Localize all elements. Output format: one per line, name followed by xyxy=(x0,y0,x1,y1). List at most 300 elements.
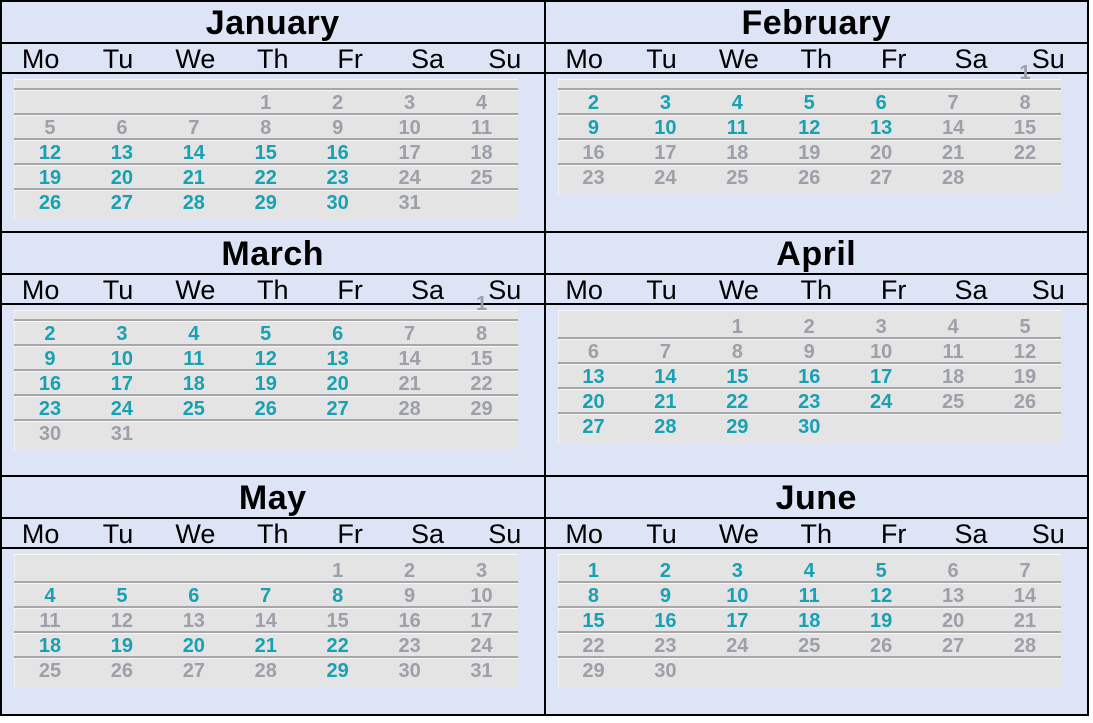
date-cell: 25 xyxy=(182,398,205,420)
week-row xyxy=(558,116,1062,140)
date-cell: 7 xyxy=(404,323,416,345)
empty-cell xyxy=(558,315,630,339)
empty-cell xyxy=(989,415,1061,439)
date-cell: 16 xyxy=(398,610,421,632)
date-cell: 8 xyxy=(332,585,344,607)
empty-cell xyxy=(701,659,773,683)
date-cell: 31 xyxy=(398,192,421,214)
weekday-label: Su xyxy=(1031,519,1065,549)
date-cell: 12 xyxy=(38,142,62,164)
empty-cell xyxy=(446,422,518,446)
date-cell: 30 xyxy=(326,192,349,214)
date-grid xyxy=(558,554,1062,687)
date-cell: 31 xyxy=(470,660,493,682)
week-row xyxy=(558,315,1062,339)
date-cell: 30 xyxy=(654,660,677,682)
date-cell: 27 xyxy=(582,416,605,438)
week-row xyxy=(14,609,518,633)
date-cell: 6 xyxy=(947,560,959,582)
date-cell: 25 xyxy=(726,167,749,189)
weekday-label: Fr xyxy=(880,44,907,74)
week-row xyxy=(558,91,1062,115)
weekday-header-row xyxy=(546,275,1088,305)
date-cell: 6 xyxy=(116,117,128,139)
date-cell: 10 xyxy=(726,585,749,607)
weekday-label: Su xyxy=(488,44,522,74)
date-cell: 9 xyxy=(44,348,56,370)
week-row xyxy=(14,141,518,165)
weekday-label: Tu xyxy=(646,519,677,549)
month-title: April xyxy=(546,233,1088,275)
date-cell: 25 xyxy=(798,635,821,657)
weekday-label: Su xyxy=(1031,44,1065,74)
date-grid xyxy=(558,62,1062,194)
date-cell: 3 xyxy=(116,323,128,345)
date-cell: 16 xyxy=(798,366,821,388)
clipped-week-strip xyxy=(14,79,518,90)
date-cell: 12 xyxy=(870,585,893,607)
week-row xyxy=(558,340,1062,364)
date-cell: 4 xyxy=(475,92,488,114)
date-cell: 30 xyxy=(38,423,62,445)
empty-cell xyxy=(773,659,845,683)
month-content xyxy=(546,305,1088,475)
date-cell: 19 xyxy=(110,635,133,657)
week-row xyxy=(558,166,1062,190)
date-cell: 20 xyxy=(182,635,205,657)
date-cell: 19 xyxy=(870,610,893,632)
empty-cell xyxy=(374,422,446,446)
weekday-label: Su xyxy=(488,275,522,305)
date-cell: 18 xyxy=(941,366,965,388)
weekday-label: Mo xyxy=(21,44,60,74)
weekday-label: Tu xyxy=(646,44,677,74)
date-cell: 17 xyxy=(726,610,749,632)
date-cell: 22 xyxy=(726,391,749,413)
date-cell: 11 xyxy=(942,341,964,363)
date-cell: 1 xyxy=(587,560,600,582)
date-cell: 5 xyxy=(1019,316,1031,338)
month-content xyxy=(2,293,544,475)
week-row xyxy=(558,559,1062,583)
empty-cell xyxy=(917,415,989,439)
date-cell: 12 xyxy=(798,117,821,139)
date-cell: 27 xyxy=(182,660,205,682)
date-cell: 17 xyxy=(654,142,677,164)
date-cell: 10 xyxy=(870,341,893,363)
empty-cell xyxy=(917,659,989,683)
date-cell: 28 xyxy=(254,660,277,682)
week-row xyxy=(558,415,1062,439)
empty-cell xyxy=(86,91,158,115)
weekday-label: Sa xyxy=(410,519,444,549)
empty-cell xyxy=(158,559,230,583)
weekday-label: Sa xyxy=(954,44,988,74)
date-cell: 18 xyxy=(182,373,205,395)
date-cell: 14 xyxy=(941,117,965,139)
date-cell: 12 xyxy=(1013,341,1037,363)
date-grid xyxy=(14,554,518,687)
date-cell: 13 xyxy=(582,366,605,388)
weekday-label: Mo xyxy=(565,275,603,305)
weekday-label: Sa xyxy=(954,275,988,305)
week-row xyxy=(14,116,518,140)
week-row xyxy=(558,141,1062,165)
date-cell: 28 xyxy=(941,167,965,189)
weekday-label: Sa xyxy=(410,44,444,74)
week-row xyxy=(14,91,518,115)
weekday-label: We xyxy=(718,275,759,305)
weekday-label: Tu xyxy=(102,44,134,74)
date-cell: 30 xyxy=(798,416,821,438)
date-cell: 3 xyxy=(875,316,887,338)
weekday-label: Th xyxy=(800,275,832,305)
weekday-label: Su xyxy=(488,519,522,549)
weekday-label: Fr xyxy=(880,519,907,549)
date-cell: 5 xyxy=(116,585,128,607)
date-cell: 20 xyxy=(326,373,349,395)
date-cell: 19 xyxy=(798,142,821,164)
date-cell: 20 xyxy=(941,610,965,632)
date-cell: 29 xyxy=(470,398,493,420)
date-cell: 25 xyxy=(470,167,493,189)
date-cell: 13 xyxy=(110,142,133,164)
empty-cell xyxy=(230,559,302,583)
date-grid xyxy=(558,310,1062,443)
date-cell: 17 xyxy=(398,142,421,164)
week-row xyxy=(14,166,518,190)
date-cell: 24 xyxy=(654,167,677,189)
date-cell: 3 xyxy=(404,92,416,114)
weekday-label: Fr xyxy=(337,519,363,549)
date-cell: 18 xyxy=(470,142,493,164)
week-row xyxy=(558,584,1062,608)
month-block-march xyxy=(2,233,546,475)
calendar-band xyxy=(2,477,1087,714)
date-cell: 2 xyxy=(332,92,344,114)
date-cell: 15 xyxy=(254,142,277,164)
weekday-label: We xyxy=(175,44,216,74)
date-cell: 20 xyxy=(110,167,133,189)
date-cell: 27 xyxy=(110,192,133,214)
date-cell: 6 xyxy=(188,585,200,607)
weekday-label: Mo xyxy=(21,519,60,549)
date-cell: 14 xyxy=(654,366,677,388)
month-content xyxy=(2,74,544,231)
date-cell: 17 xyxy=(470,610,493,632)
date-cell: 13 xyxy=(326,348,349,370)
clipped-date: 1 xyxy=(475,293,488,315)
date-cell: 29 xyxy=(254,192,277,214)
week-row xyxy=(14,634,518,658)
month-block-april xyxy=(546,233,1088,475)
date-cell: 19 xyxy=(254,373,277,395)
date-cell: 11 xyxy=(39,610,61,632)
empty-cell xyxy=(158,91,230,115)
date-cell: 10 xyxy=(398,117,421,139)
month-title: March xyxy=(2,233,544,275)
empty-cell xyxy=(989,166,1061,190)
date-cell: 4 xyxy=(44,585,56,607)
week-row xyxy=(558,659,1062,683)
week-row xyxy=(14,372,518,396)
date-cell: 3 xyxy=(475,560,488,582)
empty-cell xyxy=(629,315,701,339)
weekday-label: We xyxy=(175,275,216,305)
date-cell: 1 xyxy=(332,560,344,582)
calendar-band xyxy=(2,2,1087,233)
week-row xyxy=(558,609,1062,633)
date-cell: 18 xyxy=(726,142,749,164)
date-cell: 23 xyxy=(38,398,62,420)
date-cell: 8 xyxy=(1019,92,1031,114)
date-cell: 22 xyxy=(326,635,349,657)
weekday-label: Mo xyxy=(21,275,60,305)
date-cell: 27 xyxy=(326,398,349,420)
date-cell: 2 xyxy=(659,560,671,582)
date-cell: 13 xyxy=(182,610,205,632)
weekday-header-row xyxy=(2,44,544,74)
weekday-label: Fr xyxy=(337,44,363,74)
weekday-label: Su xyxy=(1031,275,1065,305)
weekday-label: We xyxy=(175,519,216,549)
weekday-label: Fr xyxy=(880,275,907,305)
date-cell: 14 xyxy=(254,610,277,632)
date-cell: 24 xyxy=(470,635,493,657)
weekday-label: Mo xyxy=(565,44,603,74)
date-cell: 22 xyxy=(582,635,605,657)
weekday-label: Tu xyxy=(102,275,134,305)
empty-cell xyxy=(230,422,302,446)
clipped-week-strip xyxy=(558,62,1062,90)
date-cell: 22 xyxy=(470,373,493,395)
date-cell: 28 xyxy=(1013,635,1037,657)
week-row xyxy=(14,559,518,583)
date-cell: 21 xyxy=(654,391,677,413)
month-block-june xyxy=(546,477,1088,714)
date-cell: 24 xyxy=(870,391,893,413)
date-cell: 10 xyxy=(470,585,493,607)
date-cell: 28 xyxy=(654,416,677,438)
date-cell: 2 xyxy=(803,316,815,338)
weekday-label: Th xyxy=(256,44,289,74)
date-cell: 12 xyxy=(110,610,133,632)
weekday-label: Sa xyxy=(410,275,444,305)
weekday-label: Th xyxy=(256,519,289,549)
date-cell: 24 xyxy=(110,398,133,420)
date-grid xyxy=(14,293,518,450)
date-cell: 18 xyxy=(798,610,821,632)
date-cell: 16 xyxy=(654,610,677,632)
date-cell: 30 xyxy=(398,660,421,682)
date-cell: 4 xyxy=(188,323,200,345)
week-row xyxy=(14,322,518,346)
date-cell: 2 xyxy=(44,323,56,345)
clipped-week-strip xyxy=(14,293,518,321)
date-cell: 21 xyxy=(941,142,965,164)
date-cell: 17 xyxy=(870,366,893,388)
month-block-january xyxy=(2,2,546,231)
date-cell: 29 xyxy=(582,660,605,682)
date-cell: 1 xyxy=(260,92,272,114)
date-cell: 21 xyxy=(254,635,277,657)
date-cell: 7 xyxy=(947,92,959,114)
date-grid xyxy=(14,79,518,219)
date-cell: 13 xyxy=(941,585,965,607)
date-cell: 6 xyxy=(875,92,887,114)
weekday-label: Fr xyxy=(337,275,363,305)
week-row xyxy=(558,365,1062,389)
date-cell: 20 xyxy=(582,391,605,413)
date-cell: 8 xyxy=(731,341,743,363)
date-cell: 23 xyxy=(798,391,821,413)
date-cell: 11 xyxy=(470,117,493,139)
week-row xyxy=(14,191,518,215)
date-cell: 23 xyxy=(326,167,349,189)
date-cell: 18 xyxy=(38,635,62,657)
date-cell: 11 xyxy=(183,348,205,370)
date-cell: 21 xyxy=(182,167,205,189)
empty-cell xyxy=(302,422,374,446)
date-cell: 26 xyxy=(1013,391,1037,413)
date-cell: 1 xyxy=(731,316,743,338)
date-cell: 22 xyxy=(254,167,277,189)
date-cell: 5 xyxy=(260,323,272,345)
week-row xyxy=(14,397,518,421)
empty-cell xyxy=(446,191,518,215)
date-cell: 15 xyxy=(326,610,349,632)
weekday-label: Sa xyxy=(954,519,988,549)
date-cell: 22 xyxy=(1013,142,1037,164)
date-cell: 28 xyxy=(182,192,205,214)
date-cell: 16 xyxy=(582,142,605,164)
weekday-header-row xyxy=(2,519,544,549)
date-cell: 15 xyxy=(470,348,493,370)
date-cell: 31 xyxy=(110,423,133,445)
date-cell: 26 xyxy=(110,660,133,682)
date-cell: 9 xyxy=(404,585,416,607)
date-cell: 29 xyxy=(326,660,349,682)
date-cell: 23 xyxy=(582,167,605,189)
date-cell: 9 xyxy=(803,341,815,363)
date-cell: 28 xyxy=(398,398,421,420)
date-cell: 3 xyxy=(731,560,743,582)
month-title: January xyxy=(2,2,544,44)
empty-cell xyxy=(158,422,230,446)
date-cell: 11 xyxy=(726,117,748,139)
calendar-band xyxy=(2,233,1087,477)
clipped-date: 1 xyxy=(1019,62,1031,84)
weekday-label: Mo xyxy=(565,519,603,549)
date-cell: 29 xyxy=(726,416,749,438)
month-content xyxy=(2,549,544,714)
empty-cell xyxy=(86,559,158,583)
date-cell: 9 xyxy=(587,117,600,139)
date-cell: 7 xyxy=(1019,560,1031,582)
month-block-february xyxy=(546,2,1088,231)
week-row xyxy=(558,634,1062,658)
week-row xyxy=(14,659,518,683)
empty-cell xyxy=(845,415,917,439)
date-cell: 13 xyxy=(870,117,893,139)
date-cell: 14 xyxy=(182,142,205,164)
date-cell: 9 xyxy=(659,585,671,607)
date-cell: 14 xyxy=(1013,585,1037,607)
weekday-label: Th xyxy=(800,44,832,74)
date-cell: 11 xyxy=(798,585,820,607)
date-cell: 8 xyxy=(587,585,600,607)
date-cell: 3 xyxy=(659,92,671,114)
empty-cell xyxy=(14,559,86,583)
date-cell: 5 xyxy=(803,92,815,114)
weekday-label: Th xyxy=(800,519,832,549)
date-cell: 5 xyxy=(875,560,887,582)
date-cell: 2 xyxy=(587,92,600,114)
empty-cell xyxy=(989,659,1061,683)
date-cell: 10 xyxy=(654,117,677,139)
date-cell: 27 xyxy=(941,635,965,657)
week-row xyxy=(14,347,518,371)
date-cell: 7 xyxy=(260,585,272,607)
date-cell: 27 xyxy=(870,167,893,189)
weekday-label: Tu xyxy=(646,275,677,305)
week-row xyxy=(14,422,518,446)
date-cell: 17 xyxy=(110,373,133,395)
date-cell: 24 xyxy=(398,167,421,189)
date-cell: 4 xyxy=(731,92,743,114)
month-title: February xyxy=(546,2,1088,44)
date-cell: 7 xyxy=(659,341,671,363)
date-cell: 25 xyxy=(941,391,965,413)
weekday-label: Tu xyxy=(102,519,134,549)
date-cell: 15 xyxy=(582,610,605,632)
weekday-label: We xyxy=(718,44,759,74)
date-cell: 21 xyxy=(1013,610,1037,632)
month-content xyxy=(546,549,1088,714)
month-block-may xyxy=(2,477,546,714)
date-cell: 4 xyxy=(803,560,815,582)
date-cell: 24 xyxy=(726,635,749,657)
date-cell: 15 xyxy=(1013,117,1037,139)
date-cell: 2 xyxy=(404,560,416,582)
date-cell: 25 xyxy=(38,660,62,682)
date-cell: 26 xyxy=(38,192,62,214)
month-title: June xyxy=(546,477,1088,519)
weekday-label: We xyxy=(718,519,759,549)
date-cell: 16 xyxy=(326,142,349,164)
weekday-header-row xyxy=(546,519,1088,549)
date-cell: 6 xyxy=(332,323,344,345)
date-cell: 21 xyxy=(398,373,421,395)
month-title: May xyxy=(2,477,544,519)
date-cell: 12 xyxy=(254,348,277,370)
empty-cell xyxy=(14,91,86,115)
date-cell: 23 xyxy=(398,635,421,657)
date-cell: 19 xyxy=(38,167,62,189)
date-cell: 14 xyxy=(398,348,421,370)
date-cell: 10 xyxy=(110,348,133,370)
date-cell: 26 xyxy=(798,167,821,189)
weekday-label: Th xyxy=(256,275,289,305)
date-cell: 8 xyxy=(260,117,272,139)
empty-cell xyxy=(845,659,917,683)
week-row xyxy=(14,584,518,608)
date-cell: 16 xyxy=(38,373,62,395)
date-cell: 5 xyxy=(44,117,56,139)
date-cell: 7 xyxy=(188,117,200,139)
date-cell: 4 xyxy=(947,316,959,338)
date-cell: 23 xyxy=(654,635,677,657)
